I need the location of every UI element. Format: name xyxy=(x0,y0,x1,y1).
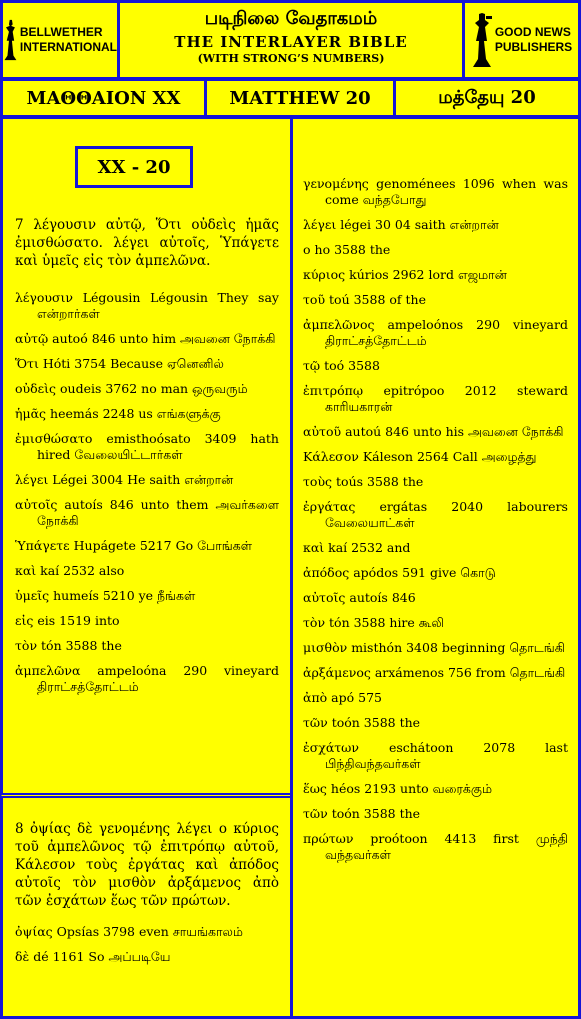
greek-word: λέγει xyxy=(15,472,49,487)
word-entry xyxy=(15,290,279,322)
chapter-header-tamil xyxy=(393,78,581,118)
word-entry xyxy=(303,474,568,490)
chapter-header-greek-text: ΜΑΘΘΑΙΟΝ XX xyxy=(26,87,181,109)
greek-word: ἕως xyxy=(303,781,327,796)
word-entry xyxy=(303,292,568,308)
chapter-verse-label: XX - 20 xyxy=(97,156,171,178)
greek-word: ὀψίας xyxy=(15,924,53,939)
greek-word: Ὅτι xyxy=(15,356,39,371)
word-entry xyxy=(15,538,279,554)
word-gloss: emisthoósato 3409 hath hired வேலையிட்டார்கள் xyxy=(37,431,279,462)
greek-word: τοὺς xyxy=(303,474,333,489)
word-gloss: oudeis 3762 no man ஒருவரும் xyxy=(60,381,248,396)
good-news-figure-icon xyxy=(471,11,493,69)
word-gloss: autoís 846 xyxy=(349,590,416,605)
verse-8-word-list xyxy=(15,924,279,965)
word-entry xyxy=(303,640,568,656)
greek-word: αὐτοῖς xyxy=(15,497,58,512)
greek-word: ἡμᾶς xyxy=(15,406,47,421)
word-gloss: ergátas 2040 labourers வேலையாட்கள் xyxy=(325,499,568,530)
greek-word: ἀμπελῶνος xyxy=(303,317,375,332)
word-entry xyxy=(15,563,279,579)
word-entry xyxy=(15,331,279,347)
word-entry xyxy=(303,424,568,440)
left-logo-line2: INTERNATIONAL xyxy=(19,40,117,54)
right-column-content xyxy=(303,176,568,872)
verse-8-greek: 8 ὀψίας δὲ γενομένης λέγει ο κύριος τοῦ ἀμπελῶνος τῷ ἐπιτρόπῳ αὐτοῦ, Κάλεσον τοὺς ἐργάτας καὶ ἀπόδος αὐτοῖς τὸν μισθὸν ἀρξάμενος ἀπὸ τῶν ἐσχάτων ἕως τῶν πρώτων. xyxy=(15,821,279,909)
word-entry xyxy=(303,540,568,556)
chapter-header-english xyxy=(204,78,396,118)
word-gloss: eschátoon 2078 last பிந்திவந்தவர்கள் xyxy=(325,740,568,771)
word-gloss: humeís 5210 ye நீங்கள் xyxy=(53,588,196,603)
word-gloss: Káleson 2564 Call அழைத்து xyxy=(362,449,537,464)
word-gloss: Hóti 3754 Because ஏனெனில் xyxy=(42,356,224,371)
word-gloss: Opsías 3798 even சாயங்காலம் xyxy=(56,924,243,939)
word-gloss: Légousin Légousin They say என்றார்கள் xyxy=(37,290,279,321)
greek-word: ἀμπελῶνα xyxy=(15,663,81,678)
greek-word: τοῦ xyxy=(303,292,326,307)
greek-word: ἐπιτρόπῳ xyxy=(303,383,364,398)
word-gloss: kúrios 2962 lord எஜமான் xyxy=(349,267,507,282)
word-gloss: ampeloóna 290 vineyard திராட்சத்தோட்டம் xyxy=(37,663,279,694)
greek-word: ὑμεῖς xyxy=(15,588,50,603)
word-entry xyxy=(303,665,568,681)
greek-word: τῶν xyxy=(303,806,328,821)
word-entry xyxy=(15,406,279,422)
word-entry xyxy=(15,638,279,654)
word-entry xyxy=(15,924,279,940)
word-entry xyxy=(303,781,568,797)
left-logo-line1: BELLWETHER xyxy=(19,25,103,39)
greek-word: αὐτῷ xyxy=(15,331,49,346)
left-column-content xyxy=(15,216,279,704)
greek-word: ο xyxy=(303,242,311,257)
word-entry xyxy=(303,740,568,772)
word-gloss: eis 1519 into xyxy=(37,613,120,628)
word-entry xyxy=(15,497,279,529)
logo-right-box xyxy=(462,0,581,80)
chapter-verse-box xyxy=(75,146,193,188)
title-subtitle: (WITH STRONG’S NUMBERS) xyxy=(197,52,385,65)
greek-word: λέγει xyxy=(303,217,337,232)
greek-word: μισθὸν xyxy=(303,640,348,655)
verse-7-word-list xyxy=(15,290,279,695)
title-tamil: படிநிலை வேதாகமம் xyxy=(204,8,378,29)
right-logo-line1: GOOD NEWS xyxy=(494,25,571,39)
word-entry xyxy=(303,499,568,531)
greek-word: ἐσχάτων xyxy=(303,740,359,755)
word-gloss: autoú 846 unto his அவனை நோக்கி xyxy=(345,424,564,439)
word-gloss: autoís 846 unto them அவர்களை நோக்கி xyxy=(37,497,279,528)
bellwether-figure-icon xyxy=(3,11,18,69)
left-column-verse8 xyxy=(15,820,279,974)
greek-word: τῷ xyxy=(303,358,321,373)
greek-word: τὸν xyxy=(15,638,38,653)
greek-word: ἀπόδος xyxy=(303,565,350,580)
chapter-header-greek xyxy=(0,78,207,118)
word-gloss: genoménees 1096 when was come வந்தபோது xyxy=(325,176,568,207)
word-entry xyxy=(303,565,568,581)
word-gloss: kaí 2532 also xyxy=(40,563,125,578)
greek-word: τῶν xyxy=(303,715,328,730)
word-gloss: autoó 846 unto him அவனை நோக்கி xyxy=(52,331,276,346)
word-gloss: Légei 3004 He saith என்றான் xyxy=(52,472,234,487)
greek-word: τὸν xyxy=(303,615,326,630)
word-gloss: toón 3588 the xyxy=(331,806,421,821)
greek-word: εἰς xyxy=(15,613,34,628)
word-gloss: légei 30 04 saith என்றான் xyxy=(340,217,499,232)
word-gloss: heemás 2248 us எங்களுக்கு xyxy=(50,406,221,421)
word-entry xyxy=(303,267,568,283)
greek-word: λέγουσιν xyxy=(15,290,74,305)
word-entry xyxy=(303,831,568,863)
greek-word: ἀρξάμενος xyxy=(303,665,371,680)
right-word-list xyxy=(303,176,568,863)
title-box xyxy=(117,0,465,80)
greek-word: πρώτων xyxy=(303,831,354,846)
word-gloss: ho 3588 the xyxy=(314,242,391,257)
word-gloss: misthón 3408 beginning தொடங்கி xyxy=(351,640,565,655)
word-entry xyxy=(15,663,279,695)
word-gloss: ampeloónos 290 vineyard திராட்சத்தோட்டம் xyxy=(325,317,568,348)
greek-word: Ὑπάγετε xyxy=(15,538,70,553)
word-entry xyxy=(303,242,568,258)
word-entry xyxy=(303,806,568,822)
word-gloss: apódos 591 give கொடு xyxy=(353,565,496,580)
greek-word: κύριος xyxy=(303,267,346,282)
word-gloss: toó 3588 xyxy=(324,358,380,373)
word-entry xyxy=(15,356,279,372)
word-entry xyxy=(303,358,568,374)
word-gloss: apó 575 xyxy=(331,690,382,705)
chapter-header-tamil-text: மத்தேயு 20 xyxy=(438,86,536,108)
word-entry xyxy=(15,431,279,463)
word-gloss: Hupágete 5217 Go போங்கள் xyxy=(73,538,253,553)
greek-word: οὐδεὶς xyxy=(15,381,57,396)
word-entry xyxy=(303,590,568,606)
word-gloss: arxámenos 756 from தொடங்கி xyxy=(374,665,566,680)
chapter-header-english-text: MATTHEW 20 xyxy=(229,87,371,109)
greek-word: ἀπὸ xyxy=(303,690,328,705)
word-gloss: proótoon 4413 first முந்தி வந்தவர்கள் xyxy=(325,831,568,862)
word-entry xyxy=(303,690,568,706)
word-gloss: toú 3588 of the xyxy=(329,292,426,307)
word-gloss: tón 3588 hire கூலி xyxy=(329,615,445,630)
greek-word: Κάλεσον xyxy=(303,449,359,464)
word-gloss: kaí 2532 and xyxy=(328,540,411,555)
greek-word: αὐτοῦ xyxy=(303,424,342,439)
word-entry xyxy=(303,449,568,465)
word-gloss: dé 1161 So அப்படியே xyxy=(33,949,171,964)
right-logo-line2: PUBLISHERS xyxy=(494,40,573,54)
greek-word: δὲ xyxy=(15,949,30,964)
word-entry xyxy=(303,317,568,349)
word-entry xyxy=(303,615,568,631)
greek-word: καὶ xyxy=(15,563,37,578)
word-entry xyxy=(303,715,568,731)
word-entry xyxy=(15,613,279,629)
word-entry xyxy=(15,949,279,965)
greek-word: αὐτοῖς xyxy=(303,590,346,605)
word-entry xyxy=(15,588,279,604)
word-gloss: toón 3588 the xyxy=(331,715,421,730)
greek-word: γενομένης xyxy=(303,176,369,191)
title-english: THE INTERLAYER BIBLE xyxy=(174,33,408,51)
word-entry xyxy=(303,176,568,208)
word-gloss: tón 3588 the xyxy=(41,638,122,653)
verse-7-greek: 7 λέγουσιν αὐτῷ, Ὅτι οὐδεὶς ἡμᾶς ἐμισθώσατο. λέγει αὐτοῖς, Ὑπάγετε καὶ ὑμεῖς εἰς τὸν ἀμπελῶνα. xyxy=(15,217,279,269)
word-entry xyxy=(303,383,568,415)
word-entry xyxy=(15,381,279,397)
word-entry xyxy=(15,472,279,488)
word-gloss: epitrópoo 2012 steward காரியகாரன் xyxy=(325,383,568,414)
logo-left-box xyxy=(0,0,120,80)
word-entry xyxy=(303,217,568,233)
greek-word: ἐμισθώσατο xyxy=(15,431,93,446)
greek-word: ἐργάτας xyxy=(303,499,356,514)
greek-word: καὶ xyxy=(303,540,325,555)
word-gloss: héos 2193 unto வரைக்கும் xyxy=(330,781,492,796)
word-gloss: toús 3588 the xyxy=(336,474,424,489)
